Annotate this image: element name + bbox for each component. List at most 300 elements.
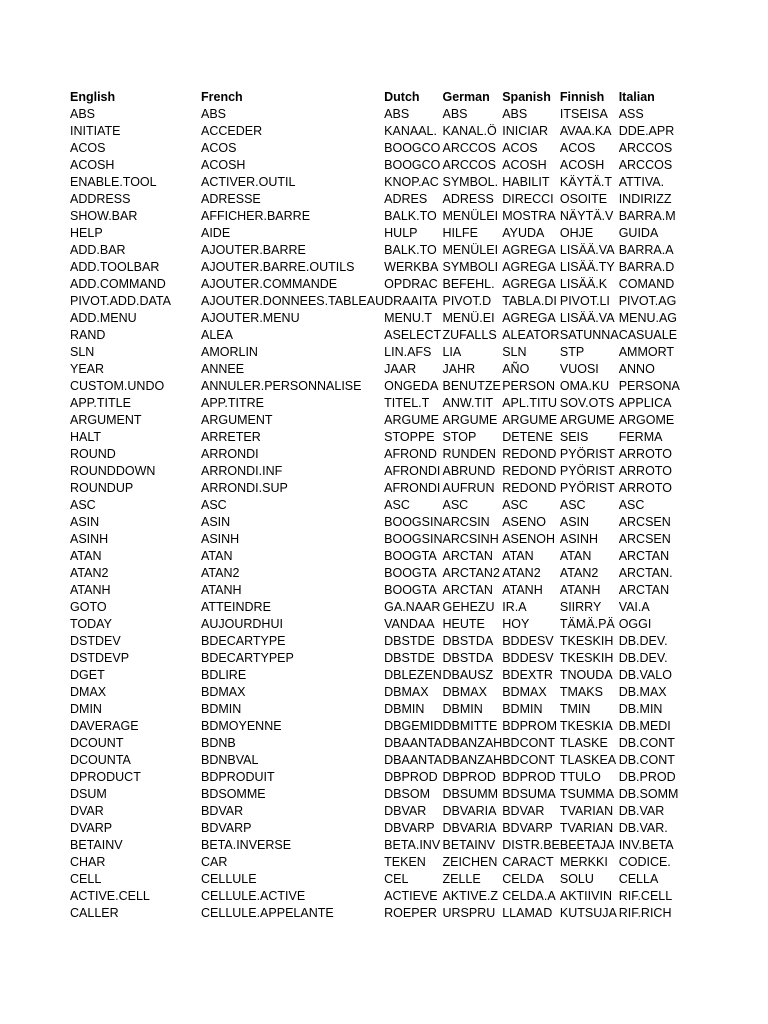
cell-dutch: VANDAA — [384, 617, 435, 631]
cell-french: BDPRODUIT — [201, 770, 275, 784]
cell-french: BDVARP — [201, 821, 252, 835]
cell-french: ASINH — [201, 532, 240, 546]
cell-spanish: ARGUME — [502, 413, 558, 427]
cell-dutch: ARGUME — [384, 413, 440, 427]
cell-spanish: AGREGA — [502, 311, 556, 325]
cell-english: ENABLE.TOOL — [70, 175, 157, 189]
cell-finnish: STP — [559, 345, 585, 359]
cell-english: SHOW.BAR — [70, 209, 138, 223]
cell-dutch: BALK.TO — [384, 243, 437, 257]
cell-finnish: ASIN — [559, 515, 590, 529]
cell-finnish: VUOSI — [559, 362, 599, 376]
table-row — [70, 752, 680, 769]
table-row — [70, 259, 680, 276]
cell-german: ADRESS — [442, 192, 494, 206]
cell-italian: COMAND — [618, 277, 675, 291]
cell-dutch: LIN.AFS — [384, 345, 432, 359]
cell-finnish: TÄMÄ.PÄ — [559, 617, 615, 631]
cell-spanish: BDSUMA — [502, 787, 556, 801]
table-row — [70, 684, 680, 701]
cell-dutch: STOPPE — [384, 430, 435, 444]
cell-finnish: BEETAJA — [559, 838, 615, 852]
cell-german: BEFEHL. — [442, 277, 495, 291]
cell-german: ZUFALLS — [442, 328, 497, 342]
cell-italian: DB.PROD — [618, 770, 676, 784]
cell-dutch: DBSTDE — [384, 651, 435, 665]
cell-german: BETAINV — [442, 838, 496, 852]
cell-finnish: SEIS — [559, 430, 589, 444]
header-dutch: Dutch — [384, 90, 420, 104]
header-german: German — [442, 90, 490, 104]
cell-french: BDLIRE — [201, 668, 247, 682]
table-row — [70, 208, 680, 225]
cell-english: ASIN — [70, 515, 100, 529]
cell-english: CUSTOM.UNDO — [70, 379, 165, 393]
cell-german: DBVARIA — [442, 821, 497, 835]
cell-french: BDNBVAL — [201, 753, 259, 767]
cell-dutch: BOOGSIN — [384, 532, 443, 546]
function-name-table — [70, 89, 680, 922]
cell-dutch: BOOGTA — [384, 549, 437, 563]
cell-french: ATANH — [201, 583, 242, 597]
cell-french: ARGUMENT — [201, 413, 273, 427]
cell-finnish: ACOSH — [559, 158, 605, 172]
cell-italian: DB.DEV. — [618, 634, 668, 648]
cell-spanish: ABS — [502, 107, 528, 121]
cell-french: ABS — [201, 107, 227, 121]
cell-finnish: ACOS — [559, 141, 596, 155]
cell-finnish: TMAKS — [559, 685, 603, 699]
table-row — [70, 497, 680, 514]
cell-english: CALLER — [70, 906, 119, 920]
cell-german: BENUTZE — [442, 379, 501, 393]
cell-dutch: BOOGCO — [384, 141, 441, 155]
cell-finnish: LISÄÄ.K — [559, 277, 608, 291]
cell-italian: OGGI — [618, 617, 652, 631]
cell-spanish: REDOND — [502, 464, 557, 478]
cell-french: APP.TITRE — [201, 396, 264, 410]
table-row — [70, 412, 680, 429]
cell-german: PIVOT.D — [442, 294, 492, 308]
cell-dutch: HULP — [384, 226, 418, 240]
cell-french: BDECARTYPE — [201, 634, 286, 648]
cell-italian: APPLICA — [618, 396, 672, 410]
cell-dutch: DBVAR — [384, 804, 427, 818]
cell-french: BDECARTYPEP — [201, 651, 294, 665]
cell-spanish: INICIAR — [502, 124, 549, 138]
cell-spanish: BDCONT — [502, 753, 555, 767]
cell-dutch: ROEPER — [384, 906, 437, 920]
header-finnish: Finnish — [559, 90, 605, 104]
table-row — [70, 905, 680, 922]
cell-german: ABS — [442, 107, 468, 121]
cell-german: ZELLE — [442, 872, 481, 886]
cell-spanish: MOSTRA — [502, 209, 556, 223]
cell-italian: ARCTAN. — [618, 566, 673, 580]
cell-german: SYMBOL. — [442, 175, 499, 189]
cell-french: ARRONDI.SUP — [201, 481, 288, 495]
cell-spanish: LLAMAD — [502, 906, 553, 920]
cell-italian: ARCTAN — [618, 549, 670, 563]
cell-english: ASINH — [70, 532, 109, 546]
cell-english: ADD.COMMAND — [70, 277, 166, 291]
cell-german: ARCTAN2 — [442, 566, 500, 580]
cell-french: BDMAX — [201, 685, 246, 699]
table-row — [70, 225, 680, 242]
cell-english: DCOUNT — [70, 736, 124, 750]
cell-finnish: ATAN2 — [559, 566, 599, 580]
cell-english: DSTDEV — [70, 634, 121, 648]
cell-italian: DB.MAX — [618, 685, 667, 699]
table-row — [70, 395, 680, 412]
table-row — [70, 854, 680, 871]
cell-french: ATAN — [201, 549, 233, 563]
cell-dutch: AFROND — [384, 447, 437, 461]
cell-italian: INDIRIZZ — [618, 192, 672, 206]
cell-italian: DB.VALO — [618, 668, 672, 682]
cell-german: SYMBOLI — [442, 260, 499, 274]
cell-dutch: BOOGSIN — [384, 515, 443, 529]
cell-english: INITIATE — [70, 124, 121, 138]
cell-italian: DB.MEDI — [618, 719, 671, 733]
cell-spanish: BDPROD — [502, 770, 556, 784]
cell-italian: RIF.CELL — [618, 889, 673, 903]
cell-finnish: KÄYTÄ.T — [559, 175, 612, 189]
cell-german: ARGUME — [442, 413, 498, 427]
cell-finnish: AVAA.KA — [559, 124, 612, 138]
header-french: French — [201, 90, 243, 104]
cell-english: DSUM — [70, 787, 107, 801]
cell-french: ACOSH — [201, 158, 246, 172]
cell-finnish: MERKKI — [559, 855, 608, 869]
table-row — [70, 531, 680, 548]
cell-finnish: TNOUDA — [559, 668, 613, 682]
cell-italian: DB.DEV. — [618, 651, 668, 665]
cell-german: DBANZAH — [442, 736, 503, 750]
cell-dutch: TEKEN — [384, 855, 426, 869]
table-row — [70, 565, 680, 582]
cell-german: STOP — [442, 430, 477, 444]
table-row — [70, 803, 680, 820]
cell-english: DVARP — [70, 821, 113, 835]
table-row — [70, 191, 680, 208]
cell-finnish: OMA.KU — [559, 379, 610, 393]
cell-finnish: ATANH — [559, 583, 601, 597]
cell-spanish: ASC — [502, 498, 528, 512]
table-row — [70, 174, 680, 191]
table-row — [70, 480, 680, 497]
cell-french: AJOUTER.BARRE — [201, 243, 306, 257]
cell-finnish: TKESKIA — [559, 719, 613, 733]
cell-french: ASC — [201, 498, 227, 512]
cell-finnish: OHJE — [559, 226, 594, 240]
cell-english: DAVERAGE — [70, 719, 139, 733]
cell-english: CELL — [70, 872, 102, 886]
cell-english: YEAR — [70, 362, 105, 376]
cell-spanish: ASENO — [502, 515, 546, 529]
cell-german: HEUTE — [442, 617, 485, 631]
cell-spanish: BDCONT — [502, 736, 555, 750]
cell-finnish: TVARIAN — [559, 804, 614, 818]
cell-spanish: ATAN — [502, 549, 534, 563]
table-row — [70, 599, 680, 616]
cell-english: ATAN — [70, 549, 102, 563]
table-row — [70, 276, 680, 293]
cell-english: DGET — [70, 668, 105, 682]
table-row — [70, 871, 680, 888]
cell-finnish: ATAN — [559, 549, 592, 563]
cell-english: DMIN — [70, 702, 102, 716]
cell-spanish: HABILIT — [502, 175, 550, 189]
cell-spanish: PERSON — [502, 379, 556, 393]
table-row — [70, 820, 680, 837]
table-row — [70, 514, 680, 531]
table-row — [70, 667, 680, 684]
cell-english: ATANH — [70, 583, 111, 597]
cell-german: URSPRU — [442, 906, 496, 920]
cell-french: CELLULE.ACTIVE — [201, 889, 306, 903]
header-english: English — [70, 90, 116, 104]
cell-italian: DDE.APR — [618, 124, 675, 138]
cell-dutch: DBMIN — [384, 702, 425, 716]
cell-english: ATAN2 — [70, 566, 109, 580]
cell-finnish: ARGUME — [559, 413, 615, 427]
cell-spanish: DISTR.BE — [502, 838, 560, 852]
cell-italian: ASS — [618, 107, 644, 121]
cell-spanish: ASENOH — [502, 532, 556, 546]
cell-dutch: BALK.TO — [384, 209, 437, 223]
table-row — [70, 310, 680, 327]
cell-english: ADDRESS — [70, 192, 131, 206]
cell-english: GOTO — [70, 600, 107, 614]
cell-italian: RIF.RICH — [618, 906, 672, 920]
cell-french: BDMOYENNE — [201, 719, 282, 733]
table-row — [70, 140, 680, 157]
cell-spanish: AYUDA — [502, 226, 545, 240]
cell-german: ARCSINH — [442, 532, 499, 546]
cell-german: DBAUSZ — [442, 668, 494, 682]
cell-italian: CELLA — [618, 872, 659, 886]
cell-spanish: BDVAR — [502, 804, 545, 818]
cell-german: RUNDEN — [442, 447, 496, 461]
table-row — [70, 888, 680, 905]
cell-spanish: AGREGA — [502, 243, 556, 257]
cell-dutch: AFRONDI — [384, 481, 441, 495]
cell-dutch: DBAANTA — [384, 736, 443, 750]
cell-german: KANAL.Ö — [442, 124, 497, 138]
cell-finnish: TLASKE — [559, 736, 608, 750]
cell-english: PIVOT.ADD.DATA — [70, 294, 171, 308]
cell-italian: ARCSEN — [618, 515, 671, 529]
cell-french: ARRETER — [201, 430, 261, 444]
cell-french: BDMIN — [201, 702, 242, 716]
cell-dutch: GA.NAAR — [384, 600, 441, 614]
table-row — [70, 293, 680, 310]
cell-finnish: TKESKIH — [559, 651, 614, 665]
cell-german: ABRUND — [442, 464, 496, 478]
cell-finnish: LISÄÄ.TY — [559, 260, 615, 274]
cell-italian: INV.BETA — [618, 838, 674, 852]
cell-spanish: TABLA.DI — [502, 294, 557, 308]
table-row — [70, 633, 680, 650]
cell-french: ATAN2 — [201, 566, 240, 580]
cell-german: DBSUMM — [442, 787, 499, 801]
cell-dutch: DBLEZEN — [384, 668, 442, 682]
cell-finnish: PYÖRIST — [559, 481, 615, 495]
cell-spanish: CELDA — [502, 872, 544, 886]
cell-italian: ARCCOS — [618, 158, 673, 172]
cell-french: AFFICHER.BARRE — [201, 209, 311, 223]
cell-german: ANW.TIT — [442, 396, 494, 410]
header-italian: Italian — [618, 90, 655, 104]
cell-dutch: KANAAL. — [384, 124, 437, 138]
cell-italian: DB.SOMM — [618, 787, 679, 801]
cell-italian: ANNO — [618, 362, 655, 376]
cell-dutch: ASELECT — [384, 328, 442, 342]
cell-english: HALT — [70, 430, 102, 444]
table-row — [70, 701, 680, 718]
cell-german: DBMITTE — [442, 719, 498, 733]
table-row — [70, 429, 680, 446]
table-row — [70, 582, 680, 599]
cell-english: SLN — [70, 345, 95, 359]
cell-italian: VAI.A — [618, 600, 650, 614]
cell-german: HILFE — [442, 226, 478, 240]
table-row — [70, 123, 680, 140]
cell-french: AJOUTER.COMMANDE — [201, 277, 338, 291]
cell-dutch: ACTIEVE — [384, 889, 438, 903]
cell-french: ALEA — [201, 328, 233, 342]
cell-italian: CASUALE — [618, 328, 678, 342]
table-row — [70, 786, 680, 803]
cell-dutch: OPDRAC — [384, 277, 438, 291]
cell-english: ACOS — [70, 141, 106, 155]
cell-german: DBSTDA — [442, 634, 494, 648]
header-spanish: Spanish — [502, 90, 551, 104]
table-row — [70, 242, 680, 259]
cell-spanish: BDDESV — [502, 634, 554, 648]
cell-french: AJOUTER.DONNEES.TABLEAU — [201, 294, 385, 308]
cell-italian: DB.VAR — [618, 804, 665, 818]
cell-german: ARCTAN — [442, 583, 493, 597]
cell-french: ASIN — [201, 515, 231, 529]
cell-finnish: KUTSUJA — [559, 906, 617, 920]
cell-dutch: BOOGTA — [384, 583, 437, 597]
cell-english: ABS — [70, 107, 96, 121]
cell-german: AUFRUN — [442, 481, 495, 495]
cell-finnish: SOLU — [559, 872, 594, 886]
cell-spanish: IR.A — [502, 600, 527, 614]
cell-dutch: DBPROD — [384, 770, 438, 784]
cell-italian: PIVOT.AG — [618, 294, 677, 308]
cell-spanish: AGREGA — [502, 260, 556, 274]
cell-dutch: DBAANTA — [384, 753, 443, 767]
cell-dutch: DBGEMID — [384, 719, 443, 733]
cell-german: ZEICHEN — [442, 855, 498, 869]
cell-dutch: AFRONDI — [384, 464, 441, 478]
cell-italian: BARRA.A — [618, 243, 674, 257]
cell-italian: MENU.AG — [618, 311, 678, 325]
cell-french: BETA.INVERSE — [201, 838, 292, 852]
cell-italian: BARRA.D — [618, 260, 675, 274]
cell-dutch: TITEL.T — [384, 396, 430, 410]
table-row — [70, 463, 680, 480]
cell-german: MENÜLEI — [442, 243, 499, 257]
table-row — [70, 446, 680, 463]
cell-english: DCOUNTA — [70, 753, 131, 767]
table-row — [70, 361, 680, 378]
cell-dutch: DRAAITA — [384, 294, 438, 308]
cell-french: CAR — [201, 855, 228, 869]
cell-italian: ARCTAN — [618, 583, 670, 597]
table-row — [70, 378, 680, 395]
cell-german: ARCCOS — [442, 158, 496, 172]
cell-english: ASC — [70, 498, 96, 512]
cell-french: AUJOURDHUI — [201, 617, 283, 631]
cell-german: ARCSIN — [442, 515, 490, 529]
cell-dutch: DBMAX — [384, 685, 429, 699]
table-row — [70, 650, 680, 667]
cell-finnish: NÄYTÄ.V — [559, 209, 614, 223]
cell-german: GEHEZU — [442, 600, 495, 614]
cell-spanish: BDDESV — [502, 651, 554, 665]
table-row — [70, 327, 680, 344]
cell-italian: ARCSEN — [618, 532, 671, 546]
cell-french: ACTIVER.OUTIL — [201, 175, 296, 189]
cell-italian: CODICE. — [618, 855, 671, 869]
cell-spanish: REDOND — [502, 481, 557, 495]
cell-italian: DB.MIN — [618, 702, 663, 716]
cell-italian: ATTIVA. — [618, 175, 665, 189]
cell-french: ARRONDI — [201, 447, 259, 461]
cell-italian: DB.CONT — [618, 736, 675, 750]
cell-english: ADD.TOOLBAR — [70, 260, 160, 274]
cell-german: LIA — [442, 345, 462, 359]
cell-french: CELLULE — [201, 872, 257, 886]
cell-dutch: DBSTDE — [384, 634, 435, 648]
table-row — [70, 157, 680, 174]
cell-finnish: ITSEISA — [559, 107, 608, 121]
cell-french: ATTEINDRE — [201, 600, 271, 614]
cell-english: DSTDEVP — [70, 651, 130, 665]
cell-finnish: SATUNNA — [559, 328, 619, 342]
cell-spanish: APL.TITU — [502, 396, 558, 410]
cell-german: DBMIN — [442, 702, 483, 716]
cell-dutch: BETA.INV — [384, 838, 441, 852]
cell-english: ADD.BAR — [70, 243, 126, 257]
cell-german: MENÜLEI — [442, 209, 499, 223]
cell-english: DMAX — [70, 685, 107, 699]
cell-german: DBMAX — [442, 685, 487, 699]
cell-french: ACOS — [201, 141, 237, 155]
cell-spanish: AGREGA — [502, 277, 556, 291]
header-row — [70, 89, 680, 106]
cell-german: DBPROD — [442, 770, 496, 784]
cell-finnish: TSUMMA — [559, 787, 615, 801]
cell-dutch: ABS — [384, 107, 410, 121]
cell-dutch: ONGEDA — [384, 379, 439, 393]
cell-german: JAHR — [442, 362, 476, 376]
table-row — [70, 735, 680, 752]
cell-french: AJOUTER.MENU — [201, 311, 300, 325]
cell-english: ROUND — [70, 447, 116, 461]
cell-spanish: REDOND — [502, 447, 557, 461]
cell-italian: FERMA — [618, 430, 663, 444]
cell-dutch: DBSOM — [384, 787, 430, 801]
cell-spanish: DETENE — [502, 430, 553, 444]
cell-spanish: ACOS — [502, 141, 538, 155]
cell-dutch: KNOP.AC — [384, 175, 439, 189]
